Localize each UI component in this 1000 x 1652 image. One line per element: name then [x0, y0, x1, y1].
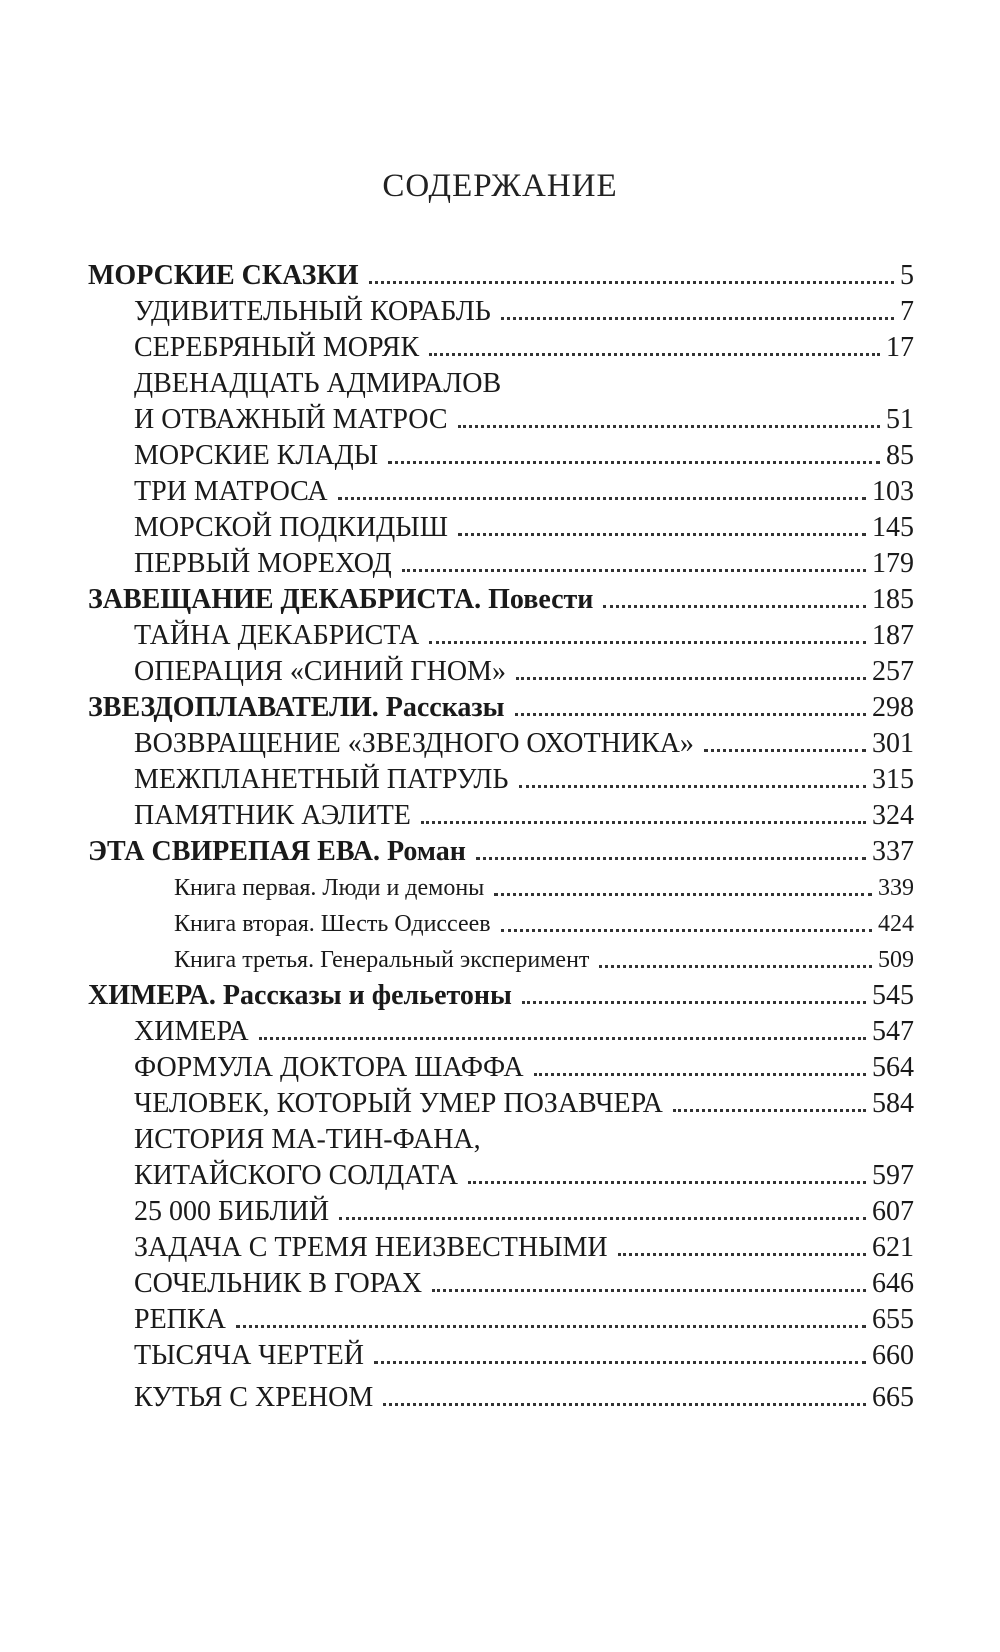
toc-entry-title: ПЕРВЫЙ МОРЕХОД — [134, 548, 392, 579]
toc-subitem[interactable] — [88, 904, 914, 940]
toc-entry-title: МОРСКОЙ ПОДКИДЫШ — [134, 512, 448, 543]
toc-page-number: 621 — [872, 1232, 914, 1263]
toc-item[interactable] — [88, 544, 914, 580]
toc-entry-title: Книга вторая. Шесть Одиссеев — [174, 911, 491, 937]
toc-page-number: 324 — [872, 800, 914, 831]
toc-page-number: 665 — [872, 1382, 914, 1413]
toc-item[interactable] — [88, 292, 914, 328]
toc-entry-title: СЕРЕБРЯНЫЙ МОРЯК — [134, 332, 420, 363]
toc-entry-title: ПАМЯТНИК АЭЛИТЕ — [134, 800, 411, 831]
toc-entry-title-line1: ИСТОРИЯ МА-ТИН-ФАНА, — [134, 1124, 481, 1155]
toc-page-number: 7 — [900, 296, 914, 327]
dot-leader — [259, 1037, 866, 1040]
toc-page-number: 298 — [872, 692, 914, 723]
toc-page-number: 584 — [872, 1088, 914, 1119]
dot-leader — [515, 713, 866, 716]
toc-entry-title: ТРИ МАТРОСА — [134, 476, 328, 507]
page-title: СОДЕРЖАНИЕ — [382, 168, 618, 204]
toc-entry-title: ТАЙНА ДЕКАБРИСТА — [134, 620, 420, 651]
dot-leader — [458, 425, 880, 428]
toc-entry-title: ОПЕРАЦИЯ «СИНИЙ ГНОМ» — [134, 656, 506, 687]
toc-entry-title: ХИМЕРА. Рассказы и фельетоны — [88, 980, 512, 1011]
toc-section[interactable] — [88, 580, 914, 616]
toc-entry-title: ЗВЕЗДОПЛАВАТЕЛИ. Рассказы — [88, 692, 505, 723]
toc-item[interactable] — [88, 724, 914, 760]
toc-entry-title: МОРСКИЕ КЛАДЫ — [134, 440, 379, 471]
toc-page-number: 301 — [872, 728, 914, 759]
dot-leader — [603, 605, 866, 608]
toc-subitem[interactable] — [88, 868, 914, 904]
toc-section[interactable] — [88, 688, 914, 724]
toc-page-number: 85 — [886, 440, 914, 471]
dot-leader — [388, 461, 880, 464]
toc-entry-title: ЗАДАЧА С ТРЕМЯ НЕИЗВЕСТНЫМИ — [134, 1232, 608, 1263]
toc-entry-title: ТЫСЯЧА ЧЕРТЕЙ — [134, 1340, 364, 1371]
toc-entry-title-line1: ДВЕНАДЦАТЬ АДМИРАЛОВ — [134, 368, 502, 399]
toc-entry-title: ВОЗВРАЩЕНИЕ «ЗВЕЗДНОГО ОХОТНИКА» — [134, 728, 694, 759]
dot-leader — [501, 317, 894, 320]
toc-entry-title: ЗАВЕЩАНИЕ ДЕКАБРИСТА. Повести — [88, 584, 594, 615]
toc-item[interactable] — [88, 616, 914, 652]
toc-entry-title: ЧЕЛОВЕК, КОТОРЫЙ УМЕР ПОЗАВЧЕРА — [134, 1088, 663, 1119]
toc-item[interactable] — [88, 328, 914, 364]
dot-leader — [338, 497, 866, 500]
toc-item[interactable] — [88, 1372, 914, 1414]
dot-leader — [501, 929, 872, 932]
dot-leader — [618, 1253, 866, 1256]
toc-item[interactable] — [88, 1264, 914, 1300]
dot-leader — [374, 1361, 866, 1364]
toc-page-number: 646 — [872, 1268, 914, 1299]
toc-entry-title: Книга первая. Люди и демоны — [174, 875, 485, 901]
toc-page-number: 545 — [872, 980, 914, 1011]
dot-leader — [402, 569, 866, 572]
toc-page-number: 607 — [872, 1196, 914, 1227]
dot-leader — [421, 821, 866, 824]
toc-entry-title: ФОРМУЛА ДОКТОРА ШАФФА — [134, 1052, 524, 1083]
toc-item[interactable] — [88, 760, 914, 796]
toc-item-first-line[interactable] — [88, 364, 914, 400]
toc-page-number: 597 — [872, 1160, 914, 1191]
toc-entry-title: СОЧЕЛЬНИК В ГОРАХ — [134, 1268, 423, 1299]
toc-item[interactable] — [88, 796, 914, 832]
dot-leader — [516, 677, 866, 680]
dot-leader — [432, 1289, 866, 1292]
toc-entry-title: ХИМЕРА — [134, 1016, 249, 1047]
dot-leader — [494, 893, 872, 896]
toc-entry-title: 25 000 БИБЛИЙ — [134, 1196, 330, 1227]
toc-subitem[interactable] — [88, 940, 914, 976]
dot-leader — [339, 1217, 866, 1220]
toc-entry-title: ЭТА СВИРЕПАЯ ЕВА. Роман — [88, 836, 466, 867]
toc-item[interactable] — [88, 1156, 914, 1192]
toc-page-number: 660 — [872, 1340, 914, 1371]
toc-item[interactable] — [88, 508, 914, 544]
toc-item[interactable] — [88, 1084, 914, 1120]
toc-section[interactable] — [88, 976, 914, 1012]
dot-leader — [369, 281, 894, 284]
toc-item[interactable] — [88, 400, 914, 436]
toc-entry-title: МЕЖПЛАНЕТНЫЙ ПАТРУЛЬ — [134, 764, 509, 795]
dot-leader — [458, 533, 866, 536]
table-of-contents — [88, 256, 914, 1414]
toc-entry-title: Книга третья. Генеральный эксперимент — [174, 947, 590, 973]
toc-entry-title: УДИВИТЕЛЬНЫЙ КОРАБЛЬ — [134, 296, 491, 327]
dot-leader — [704, 749, 866, 752]
toc-entry-title: КУТЬЯ С ХРЕНОМ — [134, 1382, 374, 1413]
toc-item[interactable] — [88, 472, 914, 508]
dot-leader — [522, 1001, 866, 1004]
toc-item[interactable] — [88, 1228, 914, 1264]
toc-entry-title: КИТАЙСКОГО СОЛДАТА — [134, 1160, 458, 1191]
toc-page-number: 509 — [878, 947, 914, 973]
dot-leader — [236, 1325, 866, 1328]
toc-entry-title: РЕПКА — [134, 1304, 226, 1335]
toc-page-number: 5 — [900, 260, 914, 291]
toc-item[interactable] — [88, 1048, 914, 1084]
toc-page-number: 145 — [872, 512, 914, 543]
toc-page-number: 315 — [872, 764, 914, 795]
dot-leader — [429, 641, 866, 644]
dot-leader — [468, 1181, 866, 1184]
toc-section[interactable] — [88, 256, 914, 292]
toc-page-number: 185 — [872, 584, 914, 615]
dot-leader — [519, 785, 867, 788]
toc-entry-title: И ОТВАЖНЫЙ МАТРОС — [134, 404, 448, 435]
dot-leader — [383, 1403, 866, 1406]
toc-entry-title: МОРСКИЕ СКАЗКИ — [88, 260, 359, 291]
toc-item[interactable] — [88, 1192, 914, 1228]
toc-item[interactable] — [88, 436, 914, 472]
toc-page-number: 257 — [872, 656, 914, 687]
toc-item[interactable] — [88, 1300, 914, 1336]
dot-leader — [599, 965, 872, 968]
toc-item[interactable] — [88, 1012, 914, 1048]
toc-page-number: 339 — [878, 875, 914, 901]
dot-leader — [429, 353, 880, 356]
toc-page-number: 103 — [872, 476, 914, 507]
toc-item[interactable] — [88, 1336, 914, 1372]
toc-page-number: 187 — [872, 620, 914, 651]
toc-item[interactable] — [88, 652, 914, 688]
toc-page-number: 17 — [886, 332, 914, 363]
toc-section[interactable] — [88, 832, 914, 868]
dot-leader — [673, 1109, 866, 1112]
toc-page-number: 547 — [872, 1016, 914, 1047]
dot-leader — [476, 857, 866, 860]
toc-item-first-line[interactable] — [88, 1120, 914, 1156]
toc-page-number: 655 — [872, 1304, 914, 1335]
toc-page-number: 337 — [872, 836, 914, 867]
toc-page-number: 51 — [886, 404, 914, 435]
toc-page-number: 179 — [872, 548, 914, 579]
toc-page-number: 424 — [878, 911, 914, 937]
dot-leader — [534, 1073, 866, 1076]
toc-page-number: 564 — [872, 1052, 914, 1083]
